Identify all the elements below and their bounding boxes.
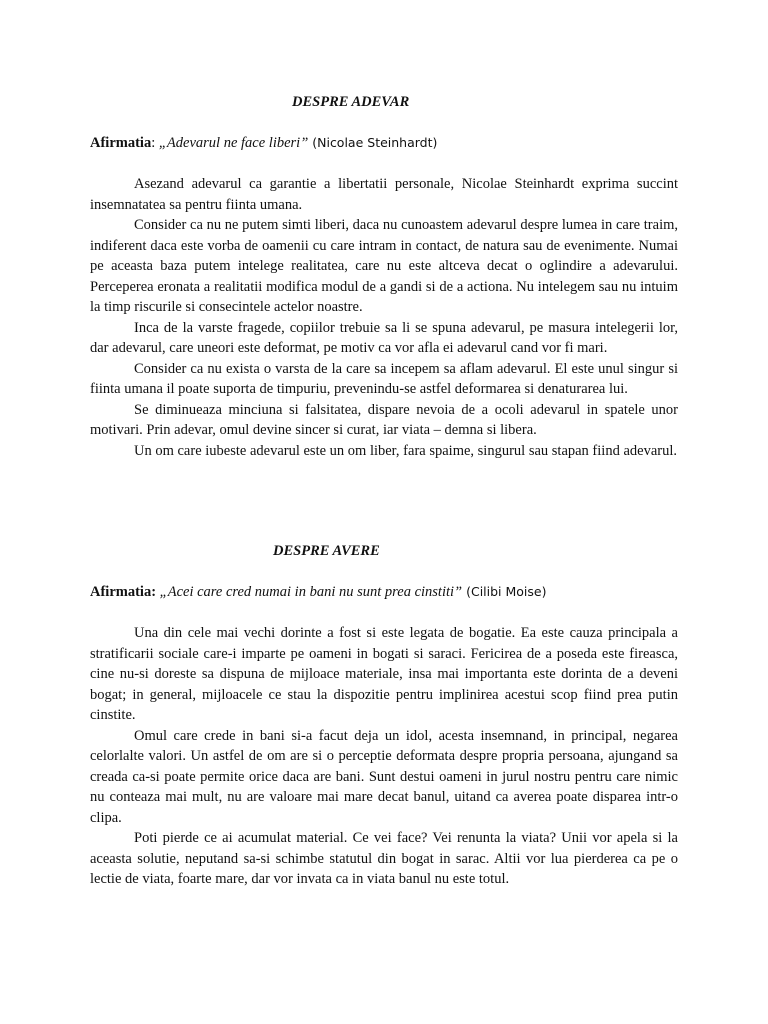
section-title: DESPRE ADEVAR	[292, 94, 410, 110]
afirmatia-separator: :	[151, 135, 159, 151]
afirmatia-author: (Nicolae Steinhardt)	[308, 135, 438, 150]
afirmatia-label: Afirmatia	[90, 135, 152, 151]
paragraph: Poti pierde ce ai acumulat material. Ce vei face? Vei renunta la viata? Unii vor apela si la aceasta solutie, neputand sa-si schimbe statutul din bogat in sarac. Altii vor lua pierderea ca pe o lectie de viata, foarte mare, dar vor invata ca in viata banul nu este totul.	[90, 830, 678, 887]
paragraph: Consider ca nu exista o varsta de la care sa incepem sa aflam adevarul. El este unul singur si fiinta umana il poate suporta de timpuriu, prevenindu-se astfel deformarea si denaturarea lui.	[90, 360, 678, 397]
paragraph: Un om care iubeste adevarul este un om liber, fara spaime, singurul sau stapan fiind adevarul.	[134, 442, 677, 459]
section-despre-adevar	[90, 92, 678, 461]
paragraph: Omul care crede in bani si-a facut deja un idol, acesta insemnand, in principal, negarea celorlalte valori. Un astfel de om are si o perceptie deformata despre propria persoana, ajungand sa creada ca-si poate permite orice daca are bani. Sunt destui oameni in jurul nostru pentru care nimic nu conteaza mai mult, nu are valoare mai mare decat banul, uitand ca averea poate disparea intr-o clipa.	[90, 727, 678, 826]
paragraph: Se diminueaza minciuna si falsitatea, dispare nevoia de a ocoli adevarul in spatele unor motivari. Prin adevar, omul devine sincer si curat, iar viata – demna si libera.	[90, 401, 678, 438]
afirmatia-author: (Cilibi Moise)	[462, 584, 547, 599]
afirmatia-line	[90, 133, 678, 153]
paragraph: Consider ca nu ne putem simti liberi, daca nu cunoastem adevarul despre lumea in care traim, indiferent daca este vorba de oamenii cu care intram in contact, de natura sau de evenimente. Numai pe aceasta baza putem intelege realitatea, care nu este altceva decat o oglindire a adevarului. Perceperea eronata a realitatii modifica modul de a gandi si de a actiona. Nu intelegem sau nu intuim la timp riscurile si consecintele actelor noastre.	[90, 217, 678, 315]
afirmatia-quote: „Acei care cred numai in bani nu sunt prea cinstiti”	[159, 584, 463, 600]
afirmatia-line	[90, 582, 678, 602]
section-despre-avere	[90, 541, 678, 890]
section-body	[90, 174, 678, 461]
paragraph: Asezand adevarul ca garantie a libertatii personale, Nicolae Steinhardt exprima succint insemnatatea sa pentru fiinta umana.	[90, 176, 678, 213]
section-title: DESPRE AVERE	[273, 543, 380, 559]
section-body	[90, 623, 678, 890]
paragraph: Inca de la varste fragede, copiilor trebuie sa li se spuna adevarul, pe masura intelegerii lor, dar adevarul, care uneori este deformat, pe motiv ca vor afla ei adevarul cand vor fi mari.	[90, 319, 678, 356]
afirmatia-quote: „Adevarul ne face liberi”	[158, 135, 309, 151]
afirmatia-label: Afirmatia:	[90, 584, 157, 600]
paragraph: Una din cele mai vechi dorinte a fost si este legata de bogatie. Ea este cauza principala a stratificarii sociale care-i imparte pe oameni in bogati si saraci. Fericirea de a poseda este fireasca, cine nu-si doreste sa dispuna de mijloace materiale, insa mai importanta este dorinta de a deveni bogat; in general, mijloacele ce stau la dispozitie pentru implinirea acestui scop fiind prea putin cinstite.	[90, 625, 678, 723]
